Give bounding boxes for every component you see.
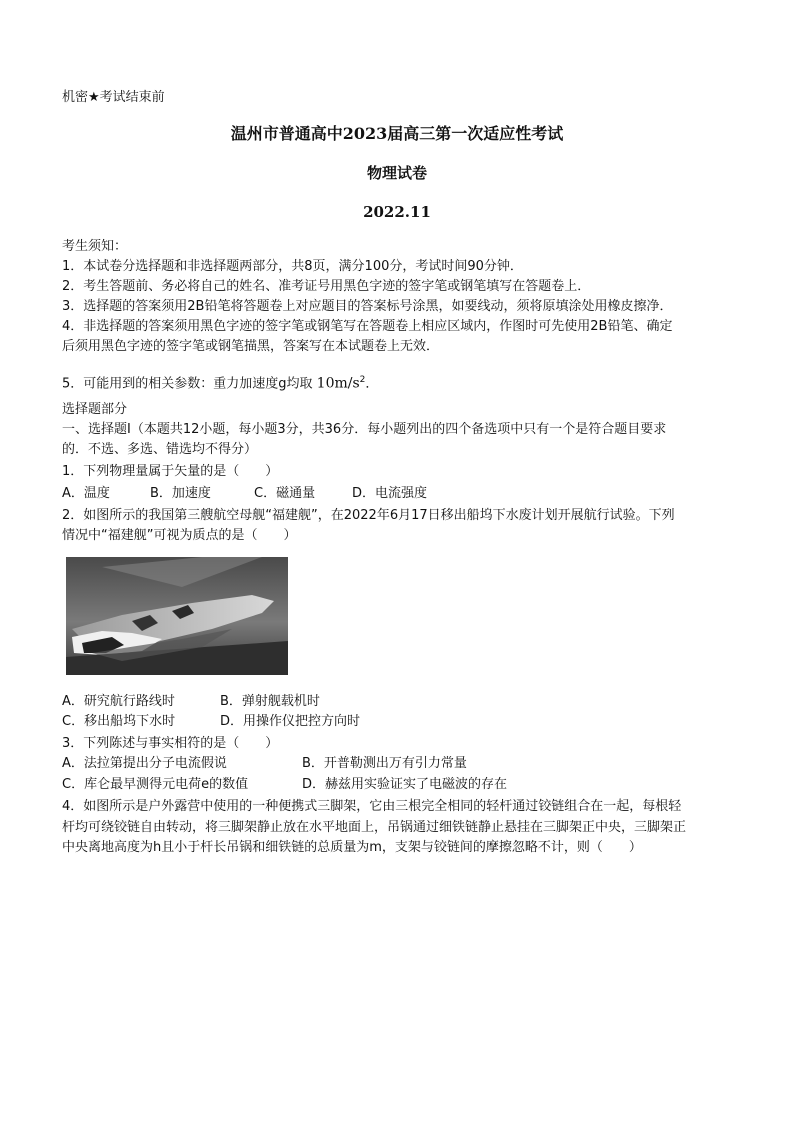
q3-stem: 3．下列陈述与事实相符的是（ ） (62, 736, 279, 751)
q4-stem: 4．如图所示是户外露营中使用的一种便携式三脚架，它由三根完全相同的轻杆通过铰链组合在一起，每根轻 (62, 799, 682, 814)
notice-item-4: 4．非选择题的答案须用黑色字迹的签字笔或钢笔写在答题卷上相应区域内，作图时可先使用2B铅笔、确定 (62, 319, 673, 334)
notice-item-5 (62, 370, 742, 394)
notice-item-5-text: 5．可能用到的相关参数：重力加速度g均取 (62, 376, 313, 392)
q1-option-b: B．加速度 (150, 486, 211, 501)
confidential-label: 机密★考试结束前 (62, 90, 165, 105)
q3-option-a: A．法拉第提出分子电流假说 (62, 756, 227, 771)
q4-stem-cont-1: 杆均可绕铰链自由转动，将三脚架静止放在水平地面上，吊锅通过细铁链静止悬挂在三脚架正中央，三脚架正 (62, 820, 687, 835)
gravity-exponent: 2 (359, 375, 366, 385)
notice-heading: 考生须知： (62, 239, 128, 254)
notice-item-3: 3．选择题的答案须用2B铅笔将答题卷上对应题目的答案标号涂黑，如要线动，须将原填涂处用橡皮擦净． (62, 299, 673, 314)
q1-option-c: C．磁通量 (254, 486, 316, 501)
q1-stem: 1．下列物理量属于矢量的是（ ） (62, 464, 279, 479)
exam-date: 2022.11 (363, 203, 431, 221)
notice-item-2: 2．考生答题前、务必将自己的姓名、准考证号用黑色字迹的签字笔或钢笔填写在答题卷上． (62, 279, 591, 294)
q2-stem-cont: 情况中“福建舰”可视为质点的是（ ） (62, 528, 297, 543)
q3-option-d: D．赫兹用实验证实了电磁波的存在 (302, 777, 508, 792)
q3-options-row1 (62, 754, 742, 774)
q1-option-d: D．电流强度 (352, 486, 428, 501)
q2-option-c: C．移出船坞下水时 (62, 714, 176, 729)
exam-title: 温州市普通高中2023届高三第一次适应性考试 (230, 124, 564, 143)
notice-item-1: 1．本试卷分选择题和非选择题两部分，共8页，满分100分，考试时间90分钟． (62, 259, 523, 274)
q2-options-row1 (62, 692, 742, 712)
q2-option-b: B．弹射舰载机时 (220, 694, 320, 709)
q2-stem: 2．如图所示的我国第三艘航空母舰“福建舰”，在2022年6月17日移出船坞下水废计划开展航行试验。下列 (62, 508, 675, 523)
q3-options-row2 (62, 775, 742, 795)
q3-option-c: C．库仑最早测得元电荷e的数值 (62, 777, 249, 792)
q2-option-a: A．研究航行路线时 (62, 694, 175, 709)
gravity-value: 10m/s (316, 375, 360, 392)
aircraft-carrier-image (62, 557, 290, 679)
aircraft-carrier-photo (62, 557, 290, 679)
q2-options-row2 (62, 712, 742, 732)
section-intro-cont: 的．不选、多选、错选均不得分） (62, 442, 258, 457)
section-part: 选择题部分 (62, 402, 128, 417)
q1-option-a: A．温度 (62, 486, 110, 501)
section-intro: 一、选择题Ⅰ（本题共12小题，每小题3分，共36分．每小题列出的四个备选项中只有一个是符合题目要求 (62, 422, 667, 437)
q1-options (62, 484, 742, 504)
subject-title: 物理试卷 (366, 164, 427, 182)
notice-item-4-cont: 后须用黑色字迹的签字笔或钢笔描黑，答案写在本试题卷上无效． (62, 339, 440, 354)
q2-option-d: D．用操作仪把控方向时 (220, 714, 361, 729)
q3-option-b: B．开普勒测出万有引力常量 (302, 756, 467, 771)
q4-stem-cont-2: 中央离地高度为h且小于杆长吊锅和细铁链的总质量为m，支架与铰链间的摩擦忽略不计，则（ ） (62, 840, 642, 855)
notice-item-5-end: ． (365, 376, 379, 392)
